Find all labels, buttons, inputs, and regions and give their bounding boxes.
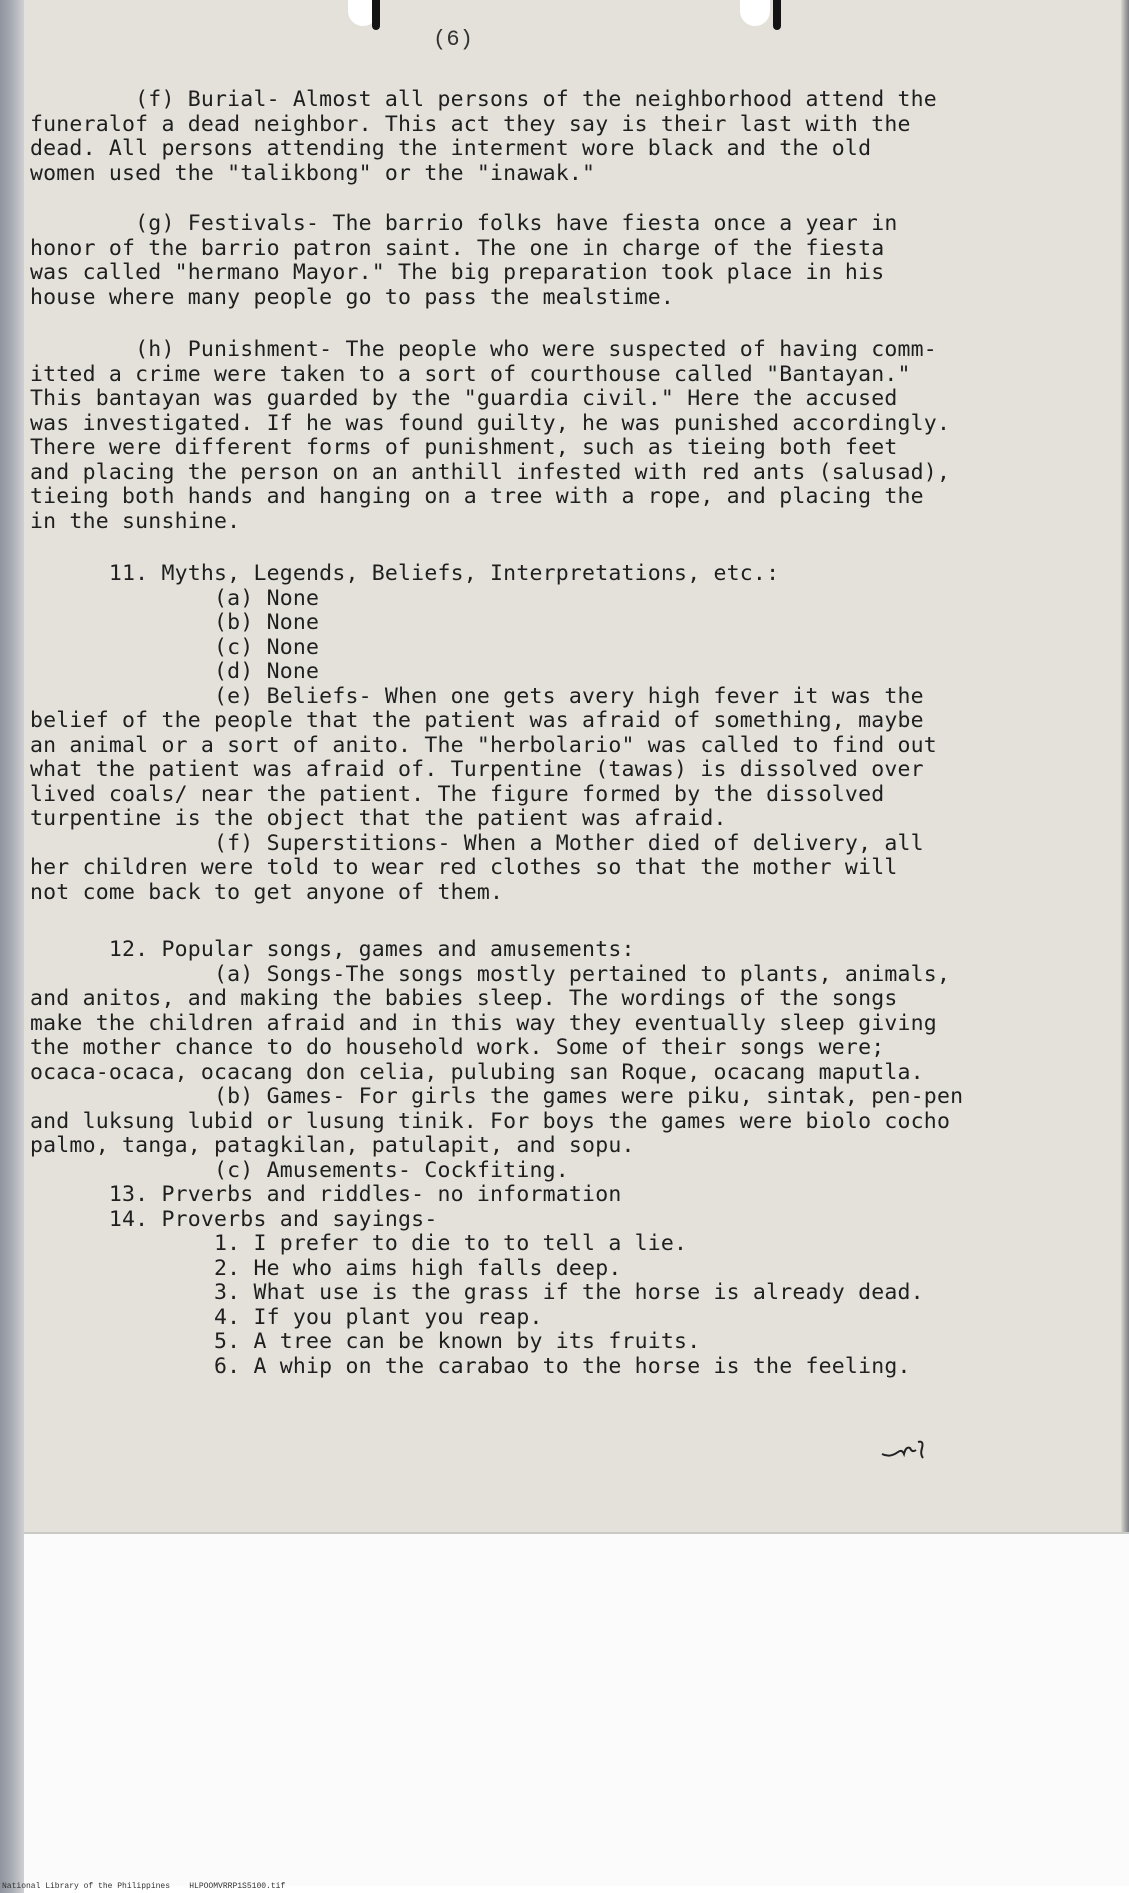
text-line: the mother chance to do household work. Some of their songs were; xyxy=(30,1035,885,1060)
text-line: women used the "talikbong" or the "inawak." xyxy=(30,160,596,186)
text-line: 2. He who aims high falls deep. xyxy=(30,1255,622,1281)
footer-source-text: National Library of the Philippines HLPOOMVRRP1S5100.tif xyxy=(2,1882,286,1891)
text-line: (f) Superstitions- When a Mother died of delivery, all xyxy=(30,830,924,856)
text-line: 1. I prefer to die to to tell a lie. xyxy=(30,1231,688,1256)
text-line: 13. Prverbs and riddles- no information xyxy=(30,1182,622,1207)
text-line: and luksung lubid or lusung tinik. For boys the games were biolo cocho xyxy=(30,1108,951,1134)
binder-mark-left xyxy=(372,0,380,30)
text-line: (h) Punishment- The people who were suspected of having comm- xyxy=(30,337,937,362)
section-songs-games xyxy=(30,938,963,1379)
text-line: honor of the barrio patron saint. The one in charge of the fiesta xyxy=(30,235,885,261)
text-line: lived coals/ near the patient. The figure formed by the dissolved xyxy=(30,781,885,807)
section-myths-legends xyxy=(30,562,937,905)
text-line: (g) Festivals- The barrio folks have fiesta once a year in xyxy=(30,211,898,236)
handwritten-initials xyxy=(880,1432,930,1462)
backing-card xyxy=(24,1532,1129,1886)
text-line: 11. Myths, Legends, Beliefs, Interpretations, etc.: xyxy=(30,561,780,586)
paragraph-punishment xyxy=(30,338,950,534)
text-line: palmo, tanga, patagkilan, patulapit, and sopu. xyxy=(30,1133,635,1158)
text-line: was called "hermano Mayor." The big preparation took place in his xyxy=(30,260,885,285)
text-line: 5. A tree can be known by its fruits. xyxy=(30,1329,701,1354)
text-line: (c) None xyxy=(30,634,320,660)
text-line: 12. Popular songs, games and amusements: xyxy=(30,937,635,962)
text-line: make the children afraid and in this way they eventually sleep giving xyxy=(30,1010,937,1036)
text-line: an animal or a sort of anito. The "herbolario" was called to find out xyxy=(30,732,937,758)
binder-mark-right xyxy=(773,0,781,30)
text-line: house where many people go to pass the mealstime. xyxy=(30,284,675,310)
text-line: (f) Burial- Almost all persons of the neighborhood attend the xyxy=(30,87,937,112)
text-line: (d) None xyxy=(30,659,320,684)
text-line: (e) Beliefs- When one gets avery high fever it was the xyxy=(30,683,924,709)
text-line: what the patient was afraid of. Turpentine (tawas) is dissolved over xyxy=(30,757,924,782)
text-line: This bantayan was guarded by the "guardia civil." Here the accused xyxy=(30,386,898,411)
text-line: 6. A whip on the carabao to the horse is the feeling. xyxy=(30,1353,911,1379)
text-line: her children were told to wear red clothes so that the mother will xyxy=(30,855,898,880)
text-line: and placing the person on an anthill infested with red ants (salusad), xyxy=(30,459,951,485)
binding-strip xyxy=(0,0,24,1893)
text-line: There were different forms of punishment, such as tieing both feet xyxy=(30,435,898,460)
text-line: itted a crime were taken to a sort of courthouse called "Bantayan." xyxy=(30,361,911,387)
text-line: (a) None xyxy=(30,585,320,611)
text-line: belief of the people that the patient was afraid of something, maybe xyxy=(30,708,924,733)
text-line: 4. If you plant you reap. xyxy=(30,1304,543,1330)
paragraph-burial xyxy=(30,88,937,186)
text-line: turpentine is the object that the patient was afraid. xyxy=(30,806,727,831)
text-line: ocaca-ocaca, ocacang don celia, pulubing san Roque, ocacang maputla. xyxy=(30,1059,924,1085)
page-number: (6) xyxy=(433,27,474,52)
paragraph-festivals xyxy=(30,212,898,310)
text-line: (b) Games- For girls the games were piku, sintak, pen-pen xyxy=(30,1084,964,1109)
text-line: 3. What use is the grass if the horse is already dead. xyxy=(30,1280,924,1305)
text-line: dead. All persons attending the interment wore black and the old xyxy=(30,136,872,161)
text-line: was investigated. If he was found guilty, he was punished accordingly. xyxy=(30,410,951,436)
text-line: and anitos, and making the babies sleep. The wordings of the songs xyxy=(30,986,898,1011)
text-line: (b) None xyxy=(30,610,320,635)
text-line: tieing both hands and hanging on a tree with a rope, and placing the xyxy=(30,484,924,509)
text-line: funeralof a dead neighbor. This act they say is their last with the xyxy=(30,111,911,137)
text-line: (c) Amusements- Cockfiting. xyxy=(30,1157,569,1183)
page-edge xyxy=(1121,0,1129,1532)
text-line: in the sunshine. xyxy=(30,508,241,534)
text-line: 14. Proverbs and sayings- xyxy=(30,1206,438,1232)
text-line: (a) Songs-The songs mostly pertained to plants, animals, xyxy=(30,961,951,987)
text-line: not come back to get anyone of them. xyxy=(30,879,504,905)
